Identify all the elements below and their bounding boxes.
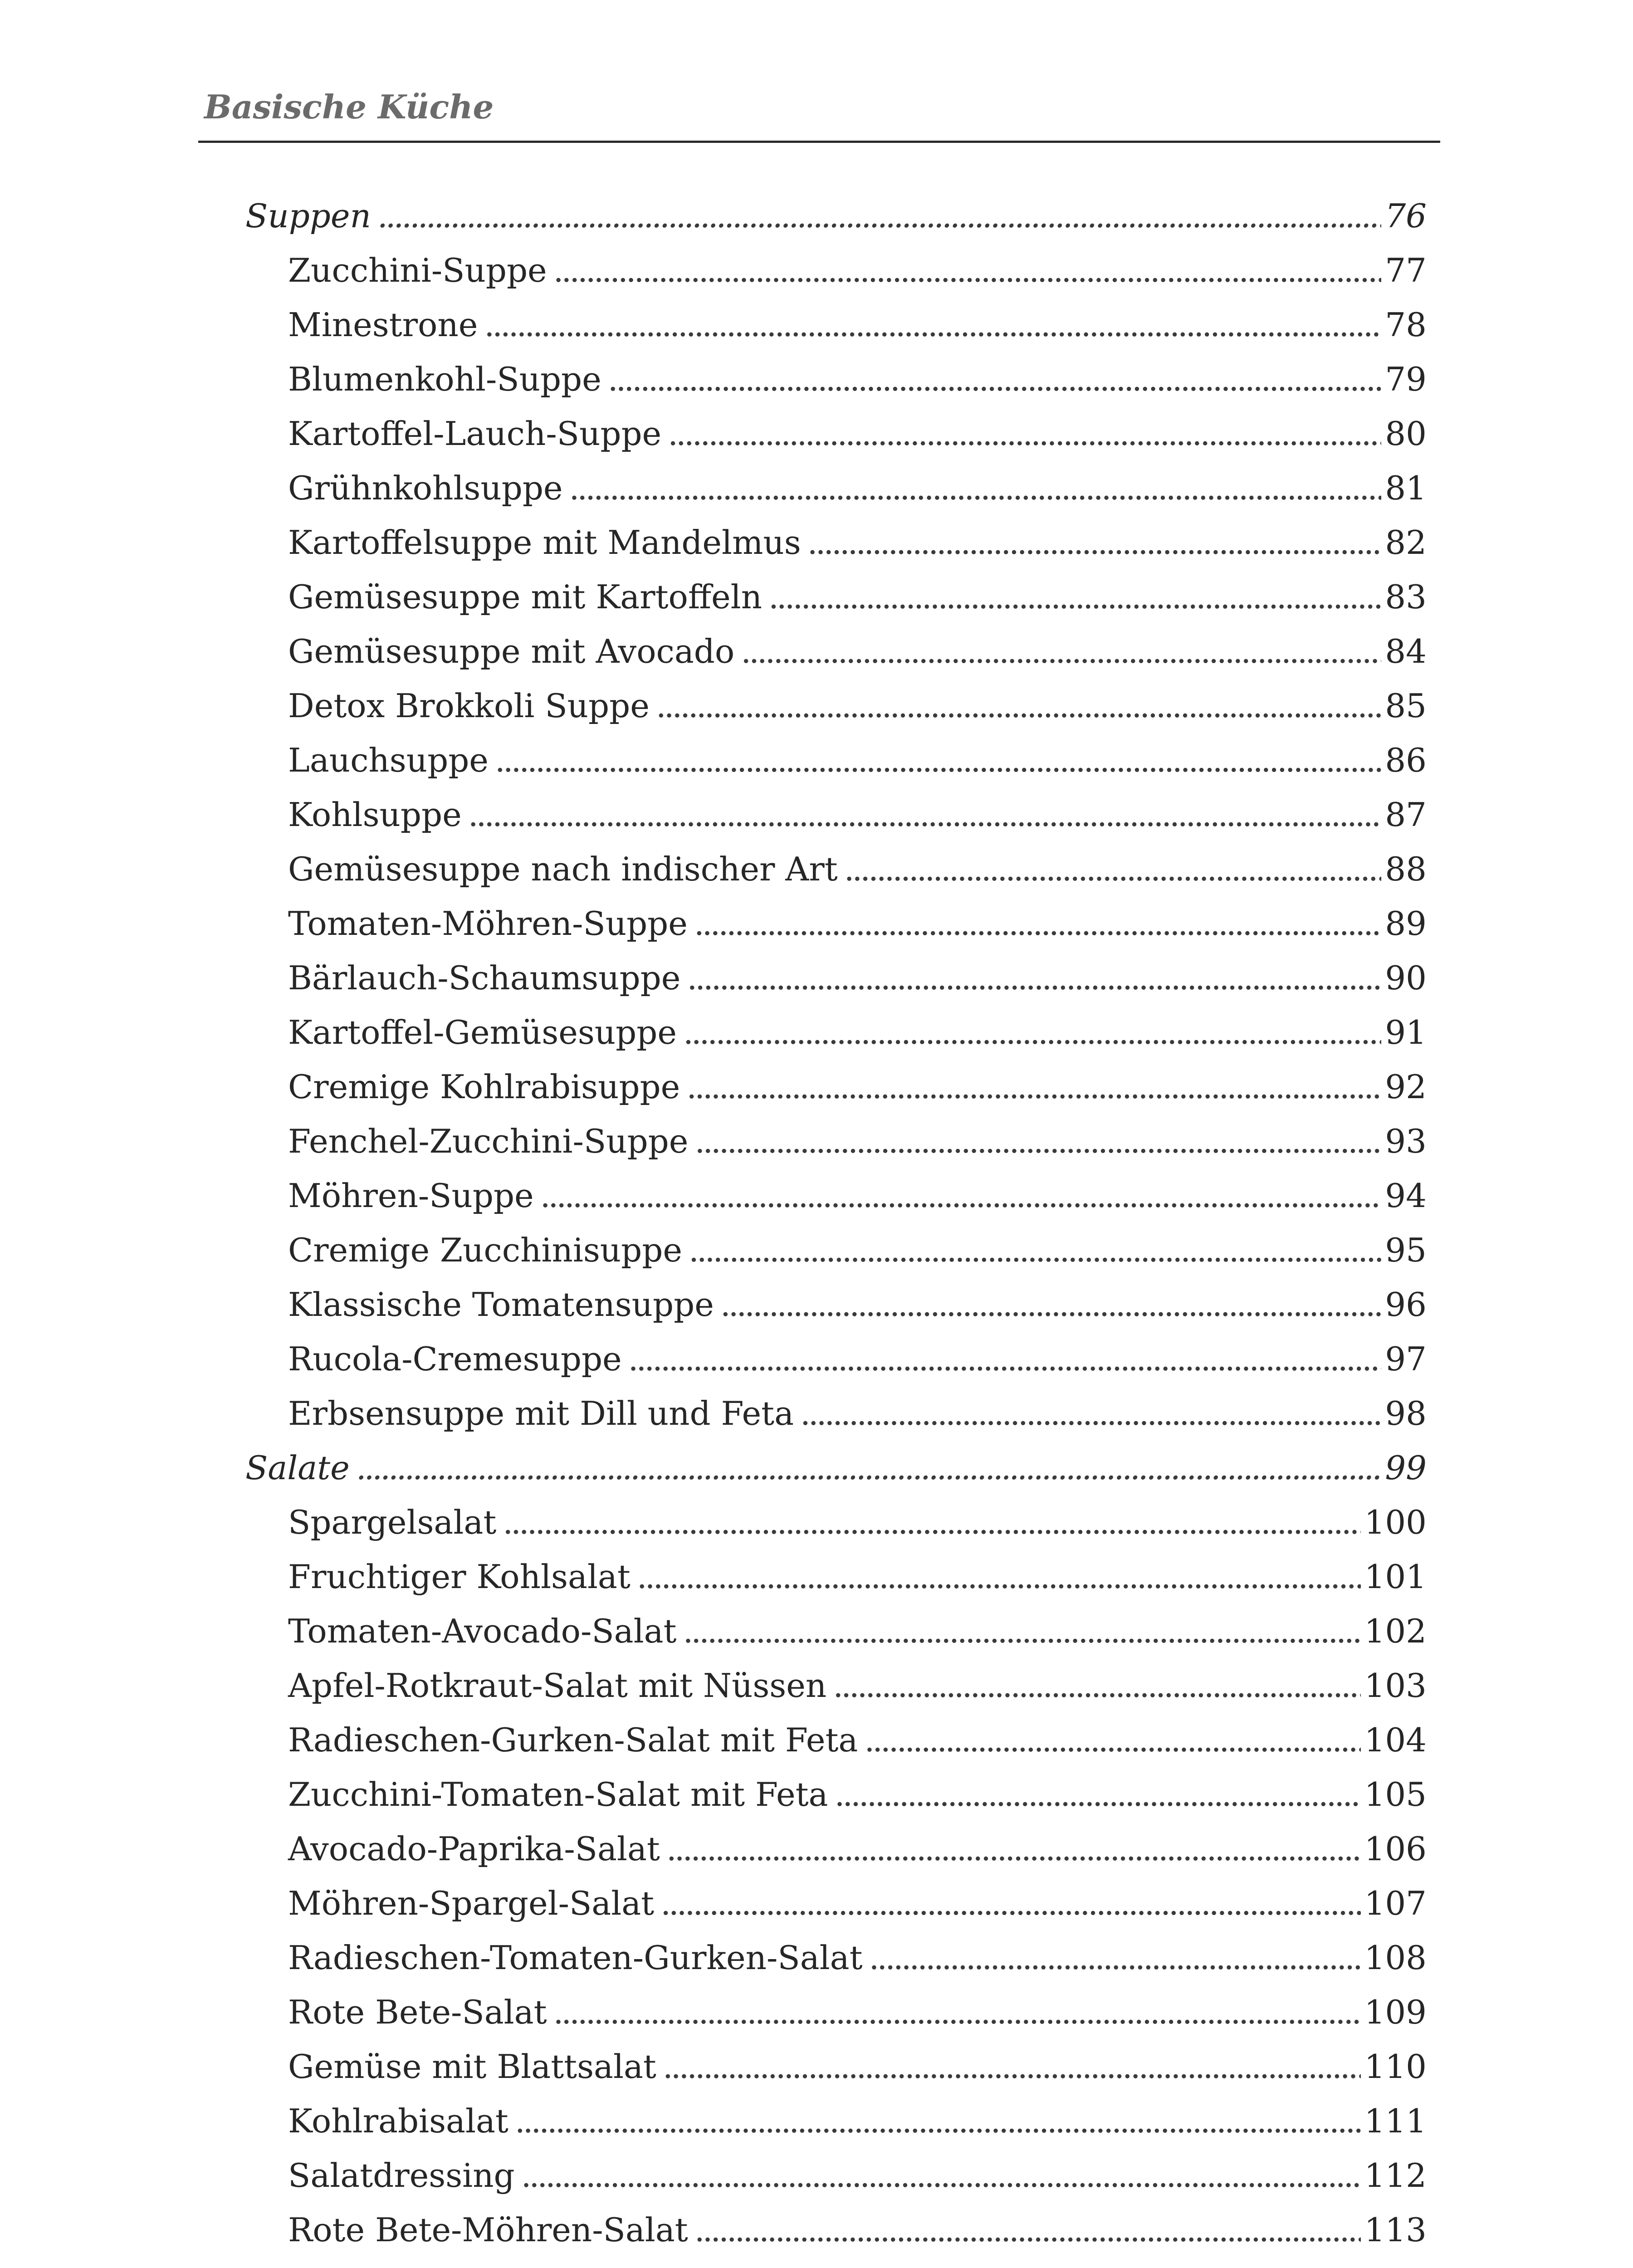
- toc-entry[interactable]: [0, 2094, 1633, 2148]
- toc-entry-title: Kohlsuppe: [288, 796, 462, 834]
- toc-entry-title: Fruchtiger Kohlsalat: [288, 1558, 631, 1596]
- dot-leader: [687, 951, 1381, 1005]
- toc-entry-title: Kohlrabisalat: [288, 2102, 508, 2140]
- dot-leader: [768, 570, 1381, 624]
- toc-entry-title: Gemüse mit Blattsalat: [288, 2048, 656, 2086]
- toc-entry-title: Gemüsesuppe mit Avocado: [288, 632, 735, 670]
- dot-leader: [869, 1931, 1361, 1985]
- dot-leader: [495, 733, 1381, 787]
- dot-leader: [628, 1332, 1382, 1386]
- toc-entry-title: Zucchini-Tomaten-Salat mit Feta: [288, 1775, 828, 1813]
- toc-entry[interactable]: [0, 1114, 1633, 1168]
- toc-page-number: 78: [1385, 306, 1427, 344]
- toc-page-number: 97: [1385, 1340, 1427, 1378]
- toc-entry[interactable]: [0, 1713, 1633, 1767]
- dot-leader: [521, 2148, 1361, 2203]
- toc-entry-title: Grühnkohlsuppe: [288, 469, 563, 507]
- dot-leader: [503, 1495, 1360, 1549]
- toc-page-number: 110: [1364, 2048, 1427, 2086]
- dot-leader: [553, 243, 1382, 298]
- toc-entry-title: Salate: [245, 1449, 350, 1487]
- dot-leader: [663, 2039, 1361, 2094]
- dot-leader: [807, 515, 1382, 570]
- toc-page-number: 102: [1364, 1612, 1427, 1650]
- toc-entry[interactable]: [0, 1931, 1633, 1985]
- toc-page-number: 90: [1385, 959, 1427, 997]
- dot-leader: [834, 1767, 1360, 1822]
- toc-entry-title: Zucchini-Suppe: [288, 251, 547, 289]
- toc-page-number: 77: [1385, 251, 1427, 289]
- toc-page-number: 95: [1385, 1231, 1427, 1269]
- toc-page-number: 112: [1364, 2156, 1427, 2195]
- toc-entry-title: Gemüsesuppe nach indischer Art: [288, 850, 838, 888]
- toc-entry-title: Klassische Tomatensuppe: [288, 1286, 714, 1324]
- dot-leader: [377, 189, 1382, 243]
- toc-page-number: 81: [1385, 469, 1427, 507]
- dot-leader: [484, 298, 1381, 352]
- toc-entry[interactable]: [0, 1005, 1633, 1060]
- toc-entry-title: Lauchsuppe: [288, 741, 489, 779]
- toc-entry-title: Blumenkohl-Suppe: [288, 360, 601, 398]
- toc-page-number: 105: [1364, 1775, 1427, 1813]
- toc-page-number: 101: [1364, 1558, 1427, 1596]
- toc-entry[interactable]: [0, 951, 1633, 1005]
- dot-leader: [656, 679, 1382, 733]
- dot-leader: [683, 1604, 1360, 1658]
- dot-leader: [660, 1876, 1360, 1931]
- toc-entry-title: Rucola-Cremesuppe: [288, 1340, 622, 1378]
- toc-page-number: 80: [1385, 415, 1427, 453]
- toc-entry-title: Gemüsesuppe mit Kartoffeln: [288, 578, 763, 616]
- toc-page-number: 82: [1385, 523, 1427, 562]
- toc-entry[interactable]: [0, 2203, 1633, 2257]
- toc-entry[interactable]: [0, 1060, 1633, 1114]
- toc-entry-title: Rote Bete-Salat: [288, 1993, 547, 2031]
- dot-leader: [666, 1822, 1361, 1876]
- toc-entry[interactable]: [0, 461, 1633, 515]
- toc-entry[interactable]: [0, 733, 1633, 787]
- toc-entry[interactable]: [0, 2148, 1633, 2203]
- toc-entry[interactable]: [0, 1876, 1633, 1931]
- toc-page-number: 99: [1385, 1449, 1427, 1487]
- toc-entry[interactable]: [0, 679, 1633, 733]
- toc-entry[interactable]: [0, 515, 1633, 570]
- toc-section-heading[interactable]: [0, 189, 1633, 243]
- dot-leader: [356, 1441, 1382, 1495]
- toc-entry-title: Minestrone: [288, 306, 478, 344]
- running-header-title: Basische Küche: [204, 88, 494, 126]
- toc-entry-title: Rote Bete-Möhren-Salat: [288, 2211, 688, 2249]
- toc-page-number: 89: [1385, 904, 1427, 943]
- toc-page-number: 98: [1385, 1394, 1427, 1432]
- toc-page-number: 100: [1364, 1503, 1427, 1541]
- toc-page-number: 86: [1385, 741, 1427, 779]
- toc-entry[interactable]: [0, 1495, 1633, 1549]
- toc-page-number: 83: [1385, 578, 1427, 616]
- toc-entry-title: Avocado-Paprika-Salat: [288, 1830, 660, 1868]
- toc-entry[interactable]: [0, 2039, 1633, 2094]
- toc-entry[interactable]: [0, 1658, 1633, 1713]
- toc-page-number: 111: [1364, 2102, 1427, 2140]
- toc-page-number: 104: [1364, 1721, 1427, 1759]
- toc-entry-title: Tomaten-Avocado-Salat: [288, 1612, 677, 1650]
- header-rule: [198, 141, 1440, 143]
- toc-entry[interactable]: [0, 1223, 1633, 1277]
- dot-leader: [689, 1223, 1381, 1277]
- toc-entry-title: Kartoffel-Lauch-Suppe: [288, 415, 662, 453]
- dot-leader: [720, 1277, 1382, 1332]
- dot-leader: [686, 1060, 1381, 1114]
- toc-entry[interactable]: [0, 624, 1633, 679]
- dot-leader: [864, 1713, 1360, 1767]
- dot-leader: [741, 624, 1381, 679]
- toc-entry[interactable]: [0, 1822, 1633, 1876]
- toc-entry-title: Kartoffel-Gemüsesuppe: [288, 1013, 677, 1051]
- toc-page-number: 106: [1364, 1830, 1427, 1868]
- toc-entry[interactable]: [0, 1168, 1633, 1223]
- dot-leader: [694, 896, 1382, 951]
- dot-leader: [800, 1386, 1381, 1441]
- toc-section-heading[interactable]: [0, 1441, 1633, 1495]
- toc-entry-title: Spargelsalat: [288, 1503, 497, 1541]
- toc-page-number: 108: [1364, 1939, 1427, 1977]
- dot-leader: [683, 1005, 1381, 1060]
- dot-leader: [637, 1549, 1361, 1604]
- toc-entry[interactable]: [0, 1277, 1633, 1332]
- table-of-contents: [0, 189, 1633, 2257]
- toc-entry[interactable]: [0, 352, 1633, 406]
- toc-entry[interactable]: [0, 1767, 1633, 1822]
- toc-page-number: 85: [1385, 687, 1427, 725]
- toc-entry-title: Möhren-Spargel-Salat: [288, 1884, 655, 1922]
- toc-page-number: 113: [1364, 2211, 1427, 2249]
- toc-entry-title: Cremige Zucchinisuppe: [288, 1231, 682, 1269]
- toc-page-number: 76: [1385, 197, 1427, 235]
- dot-leader: [468, 787, 1382, 842]
- dot-leader: [833, 1658, 1360, 1713]
- toc-page-number: 103: [1364, 1667, 1427, 1705]
- toc-page-number: 79: [1385, 360, 1427, 398]
- toc-page-number: 87: [1385, 796, 1427, 834]
- toc-entry-title: Radieschen-Tomaten-Gurken-Salat: [288, 1939, 863, 1977]
- dot-leader: [844, 842, 1382, 896]
- toc-entry-title: Suppen: [245, 197, 371, 235]
- dot-leader: [694, 2203, 1361, 2257]
- toc-entry[interactable]: [0, 896, 1633, 951]
- toc-entry-title: Tomaten-Möhren-Suppe: [288, 904, 688, 943]
- toc-page-number: 92: [1385, 1068, 1427, 1106]
- toc-page-number: 96: [1385, 1286, 1427, 1324]
- toc-page-number: 107: [1364, 1884, 1427, 1922]
- toc-entry-title: Kartoffelsuppe mit Mandelmus: [288, 523, 801, 562]
- toc-entry[interactable]: [0, 787, 1633, 842]
- toc-page-number: 94: [1385, 1177, 1427, 1215]
- toc-entry-title: Cremige Kohlrabisuppe: [288, 1068, 680, 1106]
- toc-entry[interactable]: [0, 1386, 1633, 1441]
- toc-entry[interactable]: [0, 570, 1633, 624]
- toc-entry[interactable]: [0, 406, 1633, 461]
- toc-entry-title: Möhren-Suppe: [288, 1177, 534, 1215]
- toc-entry[interactable]: [0, 298, 1633, 352]
- dot-leader: [694, 1114, 1381, 1168]
- dot-leader: [668, 406, 1381, 461]
- dot-leader: [515, 2094, 1361, 2148]
- toc-page-number: 109: [1364, 1993, 1427, 2031]
- toc-entry-title: Erbsensuppe mit Dill und Feta: [288, 1394, 794, 1432]
- dot-leader: [553, 1985, 1361, 2039]
- toc-entry[interactable]: [0, 1332, 1633, 1386]
- toc-entry[interactable]: [0, 1985, 1633, 2039]
- toc-page-number: 88: [1385, 850, 1427, 888]
- toc-entry-title: Bärlauch-Schaumsuppe: [288, 959, 681, 997]
- toc-entry-title: Salatdressing: [288, 2156, 515, 2195]
- toc-page-number: 93: [1385, 1122, 1427, 1160]
- toc-entry[interactable]: [0, 1549, 1633, 1604]
- toc-entry[interactable]: [0, 243, 1633, 298]
- dot-leader: [569, 461, 1382, 515]
- toc-entry-title: Detox Brokkoli Suppe: [288, 687, 650, 725]
- toc-entry-title: Apfel-Rotkraut-Salat mit Nüssen: [288, 1667, 827, 1705]
- dot-leader: [540, 1168, 1382, 1223]
- toc-page-number: 84: [1385, 632, 1427, 670]
- toc-entry[interactable]: [0, 842, 1633, 896]
- toc-entry[interactable]: [0, 1604, 1633, 1658]
- toc-entry-title: Fenchel-Zucchini-Suppe: [288, 1122, 689, 1160]
- dot-leader: [608, 352, 1382, 406]
- toc-page-number: 91: [1385, 1013, 1427, 1051]
- toc-entry-title: Radieschen-Gurken-Salat mit Feta: [288, 1721, 858, 1759]
